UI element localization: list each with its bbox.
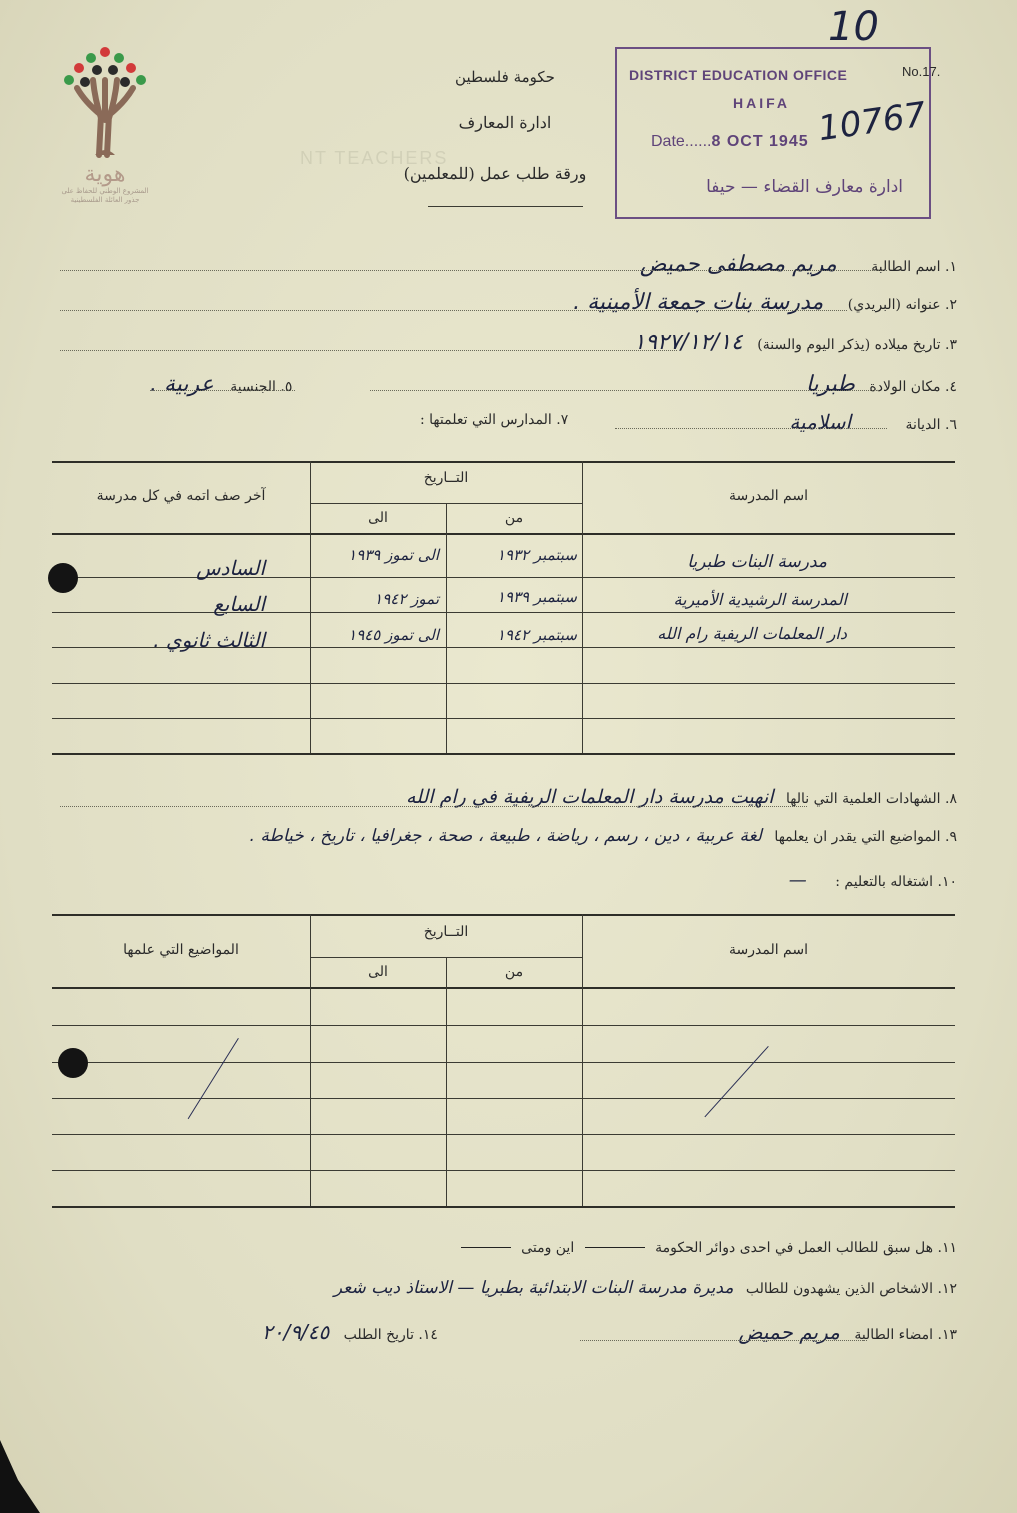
field-6-line: [615, 428, 887, 429]
field-7-label: ٧. المدارس التي تعلمتها :: [420, 412, 569, 428]
table1-header-from: من: [504, 510, 524, 526]
field-1: [640, 252, 957, 277]
field-9-label: ٩. المواضيع التي يقدر ان يعلمها: [774, 829, 957, 845]
table1-rule: [52, 577, 955, 578]
field-8-line: [60, 806, 807, 807]
table2-header-subjects: المواضيع التي علمها: [123, 942, 239, 958]
stamp-arabic: ادارة معارف القضاء — حيفا: [706, 177, 903, 197]
field-11-label: ١١. هل سبق للطالب العمل في احدى دوائر الحكومة: [655, 1240, 957, 1256]
field-9-value: لغة عربية ، دين ، رسم ، رياضة ، طبيعة ، صحة ، جغرافيا ، تاريخ ، خياطة .: [249, 826, 762, 846]
table1-top: [52, 461, 955, 463]
field-4-value: طبريا: [805, 372, 855, 397]
field-4: [806, 372, 957, 397]
table1-row3-to: الى تموز ١٩٤٥: [348, 626, 439, 644]
table1-rule: [52, 612, 955, 613]
table1-row1-from: سبتمبر ١٩٣٢: [496, 546, 577, 564]
table1-header-to: الى: [368, 510, 388, 526]
field-5: [150, 372, 292, 397]
ghost-text: NT TEACHERS: [300, 148, 449, 168]
table1-row2-from: سبتمبر ١٩٣٩: [496, 588, 577, 606]
table1-col: [310, 461, 311, 753]
table1-row1-school: مدرسة البنات طبريا: [687, 552, 827, 572]
field-10: [789, 870, 957, 891]
field-4-label: ٤. مكان الولادة: [869, 379, 957, 395]
table1-rule: [52, 718, 955, 719]
table1-header-date: التــاريخ: [423, 470, 469, 486]
table1-row3-school: دار المعلمات الريفية رام الله: [657, 624, 847, 643]
field-6-label: ٦. الديانة: [905, 417, 957, 433]
field-8-label: ٨. الشهادات العلمية التي نالها: [785, 791, 957, 807]
stamp-date-label: Date......: [651, 133, 712, 150]
table1-header-school: اسم المدرسة: [729, 488, 808, 504]
field-3-line: [60, 350, 677, 351]
field-8-value: انهيت مدرسة دار المعلمات الريفية في رام الله: [405, 786, 774, 808]
table1-row2-school: المدرسة الرشيدية الأميرية: [673, 590, 847, 609]
table2-rule: [52, 1134, 955, 1135]
table2-strike-right: [704, 1046, 768, 1117]
logo-name: هوية: [84, 162, 126, 187]
file-number: 10: [828, 4, 879, 50]
field-2-value: مدرسة بنات جمعة الأمينية .: [573, 290, 824, 315]
field-13-label: ١٣. امضاء الطالبة: [854, 1327, 957, 1343]
table1-rule: [52, 683, 955, 684]
stamp-office: DISTRICT EDUCATION OFFICE: [629, 67, 848, 83]
table1-header-last: آخر صف اتمه في كل مدرسة: [96, 488, 266, 504]
field-8: [406, 786, 957, 808]
table1-row1-last: السادس: [196, 556, 265, 580]
gov-title: حكومة فلسطين: [455, 68, 555, 86]
field-1-line: [60, 270, 887, 271]
table2-top: [52, 914, 955, 916]
field-6-value: اسلامية: [789, 410, 852, 434]
field-1-value: مريم مصطفى حميض: [639, 252, 837, 277]
stamp-date: [651, 133, 809, 151]
table1-bottom: [52, 753, 955, 755]
table2-col: [310, 914, 311, 1206]
form-title: ورقة طلب عمل (للمعلمين): [403, 164, 587, 183]
punch-hole-bottom: [58, 1048, 88, 1078]
field-2: [573, 290, 957, 315]
torn-corner: [0, 1440, 60, 1513]
table2-rule: [52, 1170, 955, 1171]
field-1-label: ١. اسم الطالبة: [871, 259, 957, 275]
field-10-value: —: [788, 870, 807, 891]
field-13-value: مريم حميض: [738, 1320, 840, 1344]
title-underline: [428, 206, 583, 207]
punch-hole-top: [48, 563, 78, 593]
field-4-line: [370, 390, 879, 391]
table2-rule: [52, 1098, 955, 1099]
logo: [55, 40, 155, 220]
table2-rule: [52, 1025, 955, 1026]
table2-col: [446, 957, 447, 1206]
table1-row3-last: الثالث ثانوي .: [153, 628, 265, 652]
field-3-label: ٣. تاريخ ميلاده (يذكر اليوم والسنة): [757, 337, 957, 353]
field-9: [250, 826, 957, 846]
table2-header-from: من: [504, 964, 524, 980]
field-14: [262, 1320, 438, 1344]
field-6: [789, 410, 957, 434]
logo-caption: المشروع الوطني للحفاظ على جذور العائلة الفلسطينية: [61, 187, 149, 204]
field-13-line: [580, 1340, 867, 1341]
field-12: [334, 1278, 957, 1298]
field-14-value: ٢٠/٩/٤٥: [262, 1320, 330, 1344]
field-2-line: [60, 310, 847, 311]
stamp-corner: No.17.: [902, 64, 941, 79]
field-5-label: ٥. الجنسية: [230, 379, 293, 395]
table1-row2-to: تموز ١٩٤٢: [374, 590, 439, 608]
table1-row3-from: سبتمبر ١٩٤٢: [496, 626, 577, 644]
table1-col: [446, 503, 447, 753]
table1-row2-last: السابع: [213, 592, 265, 616]
field-14-label: ١٤. تاريخ الطلب: [343, 1327, 438, 1343]
stamp-date-value: 8 OCT 1945: [711, 133, 809, 150]
field-12-label: ١٢. الاشخاص الذين يشهدون للطالب: [745, 1281, 957, 1297]
field-11-where: اين ومتى: [521, 1240, 575, 1256]
field-5-value: عربية .: [150, 372, 214, 397]
field-12-value: مديرة مدرسة البنات الابتدائية بطبريا — الاستاذ ديب شعر: [333, 1278, 734, 1298]
dept-title: ادارة المعارف: [458, 113, 552, 132]
stamp-city: HAIFA: [733, 95, 790, 111]
table2-header-to: الى: [368, 964, 388, 980]
table2-strike-left: [188, 1038, 239, 1119]
field-3-value: ١٩٢٧/١٢/١٤: [633, 330, 743, 355]
table2-header-date: التــاريخ: [423, 924, 469, 940]
field-2-label: ٢. عنوانه (البريدي): [847, 297, 957, 313]
field-11-dash: [585, 1247, 645, 1248]
stamp-handwritten-number: 10767: [815, 94, 929, 150]
field-11: [455, 1240, 957, 1256]
table1-head-bottom: [52, 533, 955, 535]
table1-col: [582, 461, 583, 753]
tree-logo-icon: [55, 40, 155, 160]
field-5-line: [150, 390, 295, 391]
table2-rule: [52, 1062, 955, 1063]
table2-header-school: اسم المدرسة: [729, 942, 808, 958]
field-10-label: ١٠. اشتغاله بالتعليم :: [835, 874, 957, 890]
table2-head-bottom: [52, 987, 955, 989]
field-3: [633, 330, 957, 355]
field-11-dash2: [461, 1247, 511, 1248]
table2-bottom: [52, 1206, 955, 1208]
table1-row1-to: الى تموز ١٩٣٩: [348, 546, 439, 564]
